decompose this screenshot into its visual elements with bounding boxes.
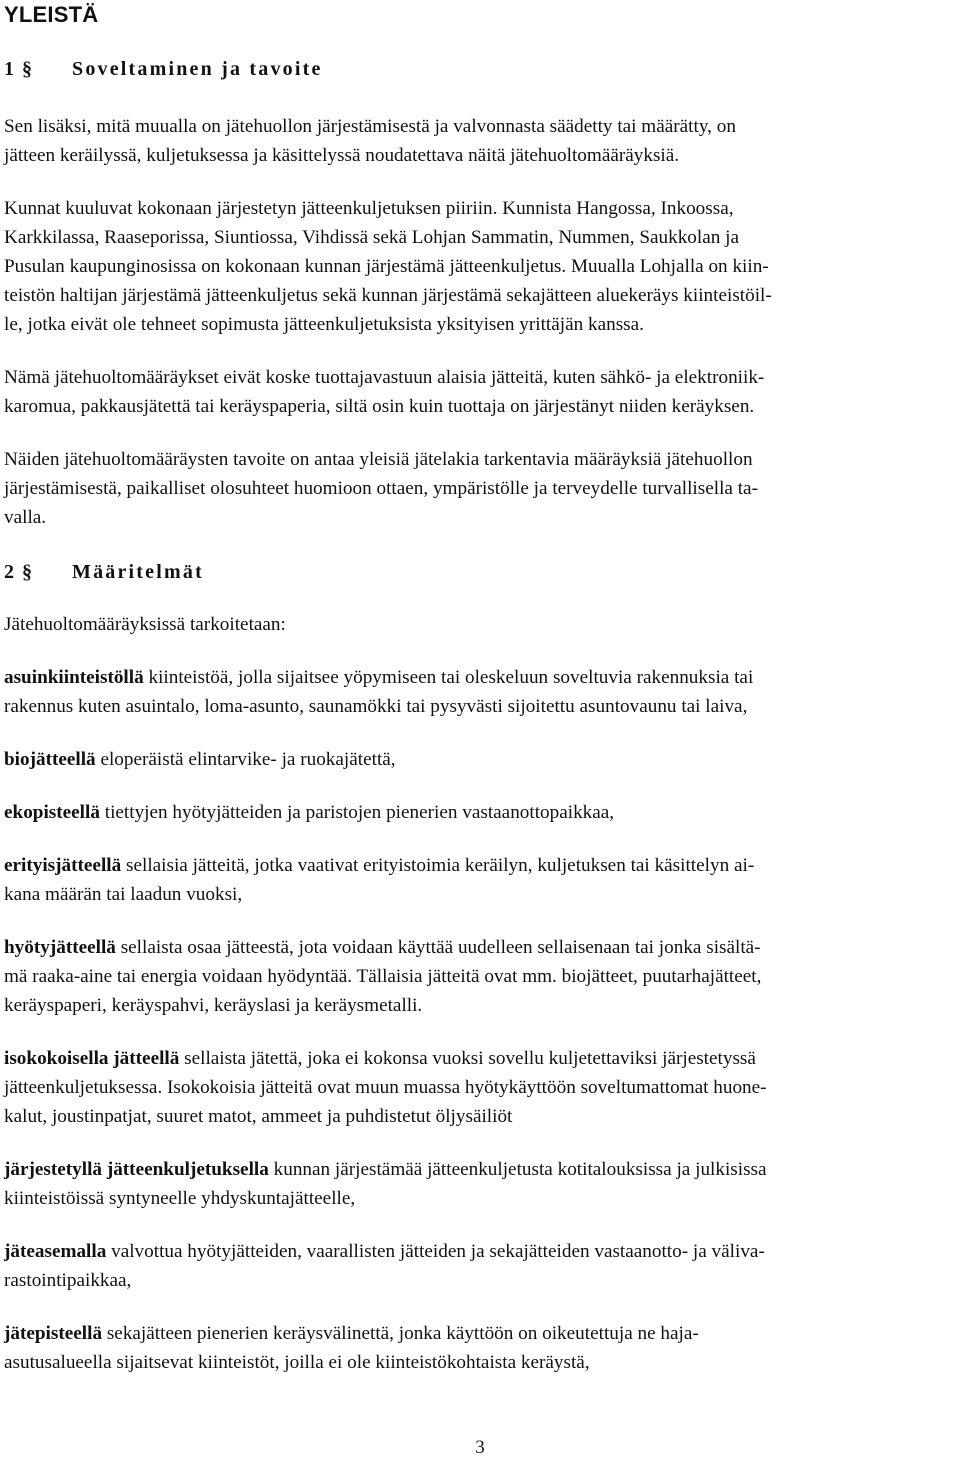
text-line: Sen lisäksi, mitä muualla on jätehuollon järjestämisestä ja valvonnasta säädetty tai määrätty, on	[4, 116, 736, 137]
text-line: rakennus kuten asuintalo, loma-asunto, saunamökki tai pysyvästi sijoitettu asuntovaunu tai laiva,	[4, 696, 748, 717]
definition-asuinkiinteisto	[4, 663, 954, 721]
definition-term: erityisjätteellä	[4, 855, 122, 876]
text-line: Nämä jätehuoltomääräykset eivät koske tuottajavastuun alaisia jätteitä, kuten sähkö- ja elektroniik-	[4, 367, 765, 388]
text-line: valla.	[4, 507, 47, 528]
text-line: jätteenkuljetuksessa. Isokokoisia jätteitä ovat muun muassa hyötykäyttöön soveltumattomat huone-	[4, 1077, 767, 1098]
document-page	[4, 0, 954, 1377]
chapter-title: YLEISTÄ	[4, 2, 99, 27]
section-1-paragraph-1	[4, 112, 954, 170]
definition-hyotyjate	[4, 933, 954, 1020]
text-line: järjestämisestä, paikalliset olosuhteet huomioon ottaen, ympäristölle ja terveydelle turvallisella ta-	[4, 478, 758, 499]
definition-term: jäteasemalla	[4, 1241, 107, 1262]
section-2-heading	[4, 558, 954, 586]
text-line: valvottua hyötyjätteiden, vaarallisten jätteiden ja sekajätteiden vastaanotto- ja väliva-	[106, 1241, 765, 1262]
definition-jarjestetty-jatteenkuljetus	[4, 1155, 954, 1213]
text-line: kunnan järjestämää jätteenkuljetusta kotitalouksissa ja julkisissa	[268, 1159, 767, 1180]
section-1-heading	[4, 55, 954, 83]
section-1-title: Soveltaminen ja tavoite	[72, 58, 323, 80]
definition-jateasema	[4, 1237, 954, 1295]
text-line: kalut, joustinpatjat, suuret matot, ammeet ja puhdistetut öljysäiliöt	[4, 1106, 513, 1127]
text-line: rastointipaikkaa,	[4, 1270, 132, 1291]
definition-jatepiste	[4, 1319, 954, 1377]
section-2-symbol: §	[22, 561, 32, 583]
text-line: karomua, pakkausjätettä tai keräyspaperia, siltä osin kuin tuottaja on järjestänyt niiden keräyksen.	[4, 396, 755, 417]
definition-term: asuinkiinteistöllä	[4, 667, 144, 688]
section-1-paragraph-3	[4, 363, 954, 421]
text-line: sellaisia jätteitä, jotka vaativat erityistoimia keräilyn, kuljetuksen tai käsittelyn ai-	[121, 855, 755, 876]
text-line: le, jotka eivät ole tehneet sopimusta jätteenkuljetuksista yksityisen yrittäjän kanssa.	[4, 314, 644, 335]
text-line: teistön haltijan järjestämä jätteenkuljetus sekä kunnan järjestämä sekajätteen aluekeräys kiinteistöil-	[4, 285, 772, 306]
definition-term: järjestetyllä jätteenkuljetuksella	[4, 1159, 269, 1180]
section-2-title: Määritelmät	[72, 561, 204, 583]
definition-ekopiste	[4, 798, 954, 827]
definition-term: hyötyjätteellä	[4, 937, 116, 958]
text-line: Pusulan kaupunginosissa on kokonaan kunnan järjestämä jätteenkuljetus. Muualla Lohjalla on kiin-	[4, 256, 769, 277]
text-line: Kunnat kuuluvat kokonaan järjestetyn jätteenkuljetuksen piiriin. Kunnista Hangossa, Inkoossa,	[4, 198, 734, 219]
text-line: kiinteistöissä syntyneelle yhdyskuntajätteelle,	[4, 1188, 356, 1209]
text-line: Karkkilassa, Raaseporissa, Siuntiossa, Vihdissä sekä Lohjan Sammatin, Nummen, Saukkolan ja	[4, 227, 739, 248]
text-line: eloperäistä elintarvike- ja ruokajätettä,	[95, 749, 396, 770]
definition-term: isokokoisella jätteellä	[4, 1048, 180, 1069]
text-line: jätteen keräilyssä, kuljetuksessa ja käsittelyssä noudatettava näitä jätehuoltomääräyksiä.	[4, 145, 680, 166]
definition-biojate	[4, 745, 954, 774]
section-2-number: 2	[4, 561, 14, 583]
text-line: keräyspaperi, keräyspahvi, keräyslasi ja keräysmetalli.	[4, 995, 423, 1016]
text-line: sekajätteen pienerien keräysvälinettä, jonka käyttöön on oikeutettuja ne haja-	[102, 1323, 699, 1344]
definition-term: biojätteellä	[4, 749, 96, 770]
definition-isokokoinen-jate	[4, 1044, 954, 1131]
definition-term: ekopisteellä	[4, 802, 100, 823]
section-1-number: 1	[4, 58, 14, 80]
text-line: Näiden jätehuoltomääräysten tavoite on antaa yleisiä jätelakia tarkentavia määräyksiä jätehuollon	[4, 449, 753, 470]
text-line: tiettyjen hyötyjätteiden ja paristojen pienerien vastaanottopaikkaa,	[99, 802, 615, 823]
text-line: mä raaka-aine tai energia voidaan hyödyntää. Tällaisia jätteitä ovat mm. biojätteet, puutarhajätteet,	[4, 966, 762, 987]
text-line: sellaista jätettä, joka ei kokonsa vuoksi sovellu kuljetettaviksi järjestetyssä	[179, 1048, 756, 1069]
section-1-symbol: §	[22, 58, 32, 80]
section-1-paragraph-2	[4, 194, 954, 339]
definition-erityisjate	[4, 851, 954, 909]
text-line: kana määrän tai laadun vuoksi,	[4, 884, 243, 905]
page-number: 3	[475, 1437, 485, 1458]
text-line: sellaista osaa jätteestä, jota voidaan käyttää uudelleen sellaisenaan tai jonka sisältä-	[115, 937, 761, 958]
text-line: kiinteistöä, jolla sijaitsee yöpymiseen tai oleskeluun soveltuvia rakennuksia tai	[143, 667, 754, 688]
section-2-intro: Jätehuoltomääräyksissä tarkoitetaan:	[4, 614, 286, 635]
section-1-paragraph-4	[4, 445, 954, 532]
text-line: asutusalueella sijaitsevat kiinteistöt, joilla ei ole kiinteistökohtaista keräystä,	[4, 1352, 590, 1373]
definition-term: jätepisteellä	[4, 1323, 103, 1344]
